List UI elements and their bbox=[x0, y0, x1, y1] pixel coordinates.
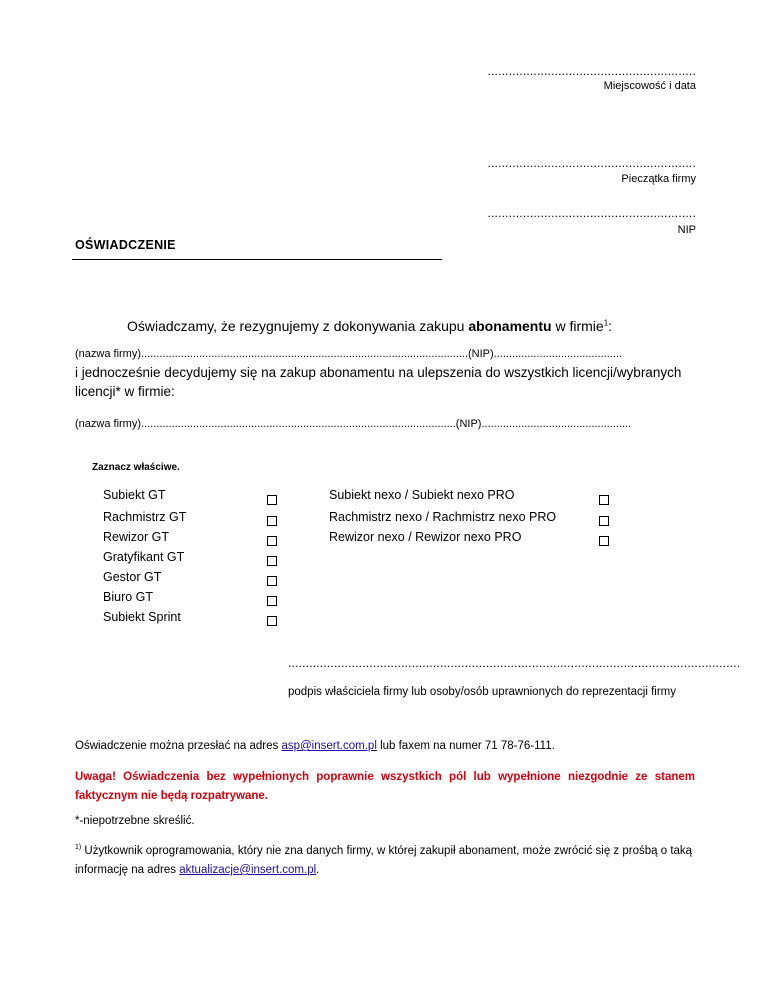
product-rewizor-nexo: Rewizor nexo / Rewizor nexo PRO bbox=[329, 530, 522, 544]
checkbox-rachmistrz-gt[interactable] bbox=[267, 516, 277, 526]
email-link-asp[interactable]: asp@insert.com.pl bbox=[281, 740, 377, 752]
footnote-text: Użytkownik oprogramowania, który nie zna danych firmy, w której zakupił abonament, może zwrócić się z prośbą o taką informację na adres bbox=[75, 844, 693, 876]
signature-caption: podpis właściciela firmy lub osoby/osób uprawnionych do reprezentacji firmy bbox=[288, 686, 676, 698]
title-underline bbox=[72, 259, 442, 260]
checkbox-subiekt-nexo[interactable] bbox=[599, 495, 609, 505]
send-note bbox=[75, 740, 555, 752]
warning-note: Uwaga! Oświadczenia bez wypełnionych poprawnie wszystkich pól lub wypełnione niezgodnie ze stanem faktycznym nie będą rozpatrywane. bbox=[75, 771, 695, 802]
product-rachmistrz-gt: Rachmistrz GT bbox=[103, 510, 187, 524]
footnote-ref: 1 bbox=[603, 318, 609, 328]
email-link-aktualizacje[interactable]: aktualizacje@insert.com.pl bbox=[179, 863, 317, 876]
product-gestor-gt: Gestor GT bbox=[103, 570, 162, 584]
document-title: OŚWIADCZENIE bbox=[75, 238, 176, 252]
product-rewizor-gt: Rewizor GT bbox=[103, 530, 169, 544]
product-subiekt-nexo: Subiekt nexo / Subiekt nexo PRO bbox=[329, 488, 515, 502]
checkbox-biuro-gt[interactable] bbox=[267, 596, 277, 606]
intro-colon: : bbox=[608, 318, 613, 334]
footnote-end: . bbox=[316, 863, 320, 876]
product-subiekt-gt: Subiekt GT bbox=[103, 488, 166, 502]
stamp-label: Pieczątka firmy bbox=[621, 173, 696, 185]
selection-label: Zaznacz właściwe. bbox=[92, 462, 180, 473]
company-line-1: (nazwa firmy)...........................................................................................................(NIP).......................................... bbox=[75, 348, 623, 360]
footnote bbox=[75, 838, 695, 880]
checkbox-rewizor-gt[interactable] bbox=[267, 536, 277, 546]
footnote-mark: 1) bbox=[75, 844, 82, 851]
stamp-dots: ........................................................... bbox=[487, 156, 696, 170]
checkbox-gratyfikant-gt[interactable] bbox=[267, 556, 277, 566]
place-date-label: Miejscowość i data bbox=[603, 80, 696, 92]
checkbox-rachmistrz-nexo[interactable] bbox=[599, 516, 609, 526]
product-biuro-gt: Biuro GT bbox=[103, 590, 154, 604]
checkbox-rewizor-nexo[interactable] bbox=[599, 536, 609, 546]
product-gratyfikant-gt: Gratyfikant GT bbox=[103, 550, 185, 564]
paragraph: i jednocześnie decydujemy się na zakup abonamentu na ulepszenia do wszystkich licencji/wybranych licencji* w firmie: bbox=[75, 365, 682, 399]
signature-dots: ................................................................................................................................ bbox=[288, 656, 741, 670]
company-line-2: (nazwa firmy).......................................................................................................(NIP)................................................. bbox=[75, 418, 632, 430]
place-date-dots: ........................................................... bbox=[487, 64, 696, 78]
strike-note: *-niepotrzebne skreślić. bbox=[75, 815, 195, 827]
send-note-fax: lub faxem na numer 71 78-76-111. bbox=[376, 740, 555, 752]
intro-text-post: w firmie bbox=[551, 318, 604, 334]
checkbox-subiekt-gt[interactable] bbox=[267, 495, 277, 505]
product-subiekt-sprint: Subiekt Sprint bbox=[103, 610, 181, 624]
intro-bold: abonamentu bbox=[468, 318, 552, 334]
nip-dots: ........................................................... bbox=[487, 206, 696, 220]
product-rachmistrz-nexo: Rachmistrz nexo / Rachmistrz nexo PRO bbox=[329, 510, 557, 524]
nip-label: NIP bbox=[677, 224, 696, 236]
checkbox-subiekt-sprint[interactable] bbox=[267, 616, 277, 626]
intro-text: Oświadczamy, że rezygnujemy z dokonywania zakupu bbox=[127, 318, 469, 334]
send-note-text: Oświadczenie można przesłać na adres bbox=[75, 740, 282, 752]
checkbox-gestor-gt[interactable] bbox=[267, 576, 277, 586]
intro-sentence bbox=[127, 318, 612, 334]
